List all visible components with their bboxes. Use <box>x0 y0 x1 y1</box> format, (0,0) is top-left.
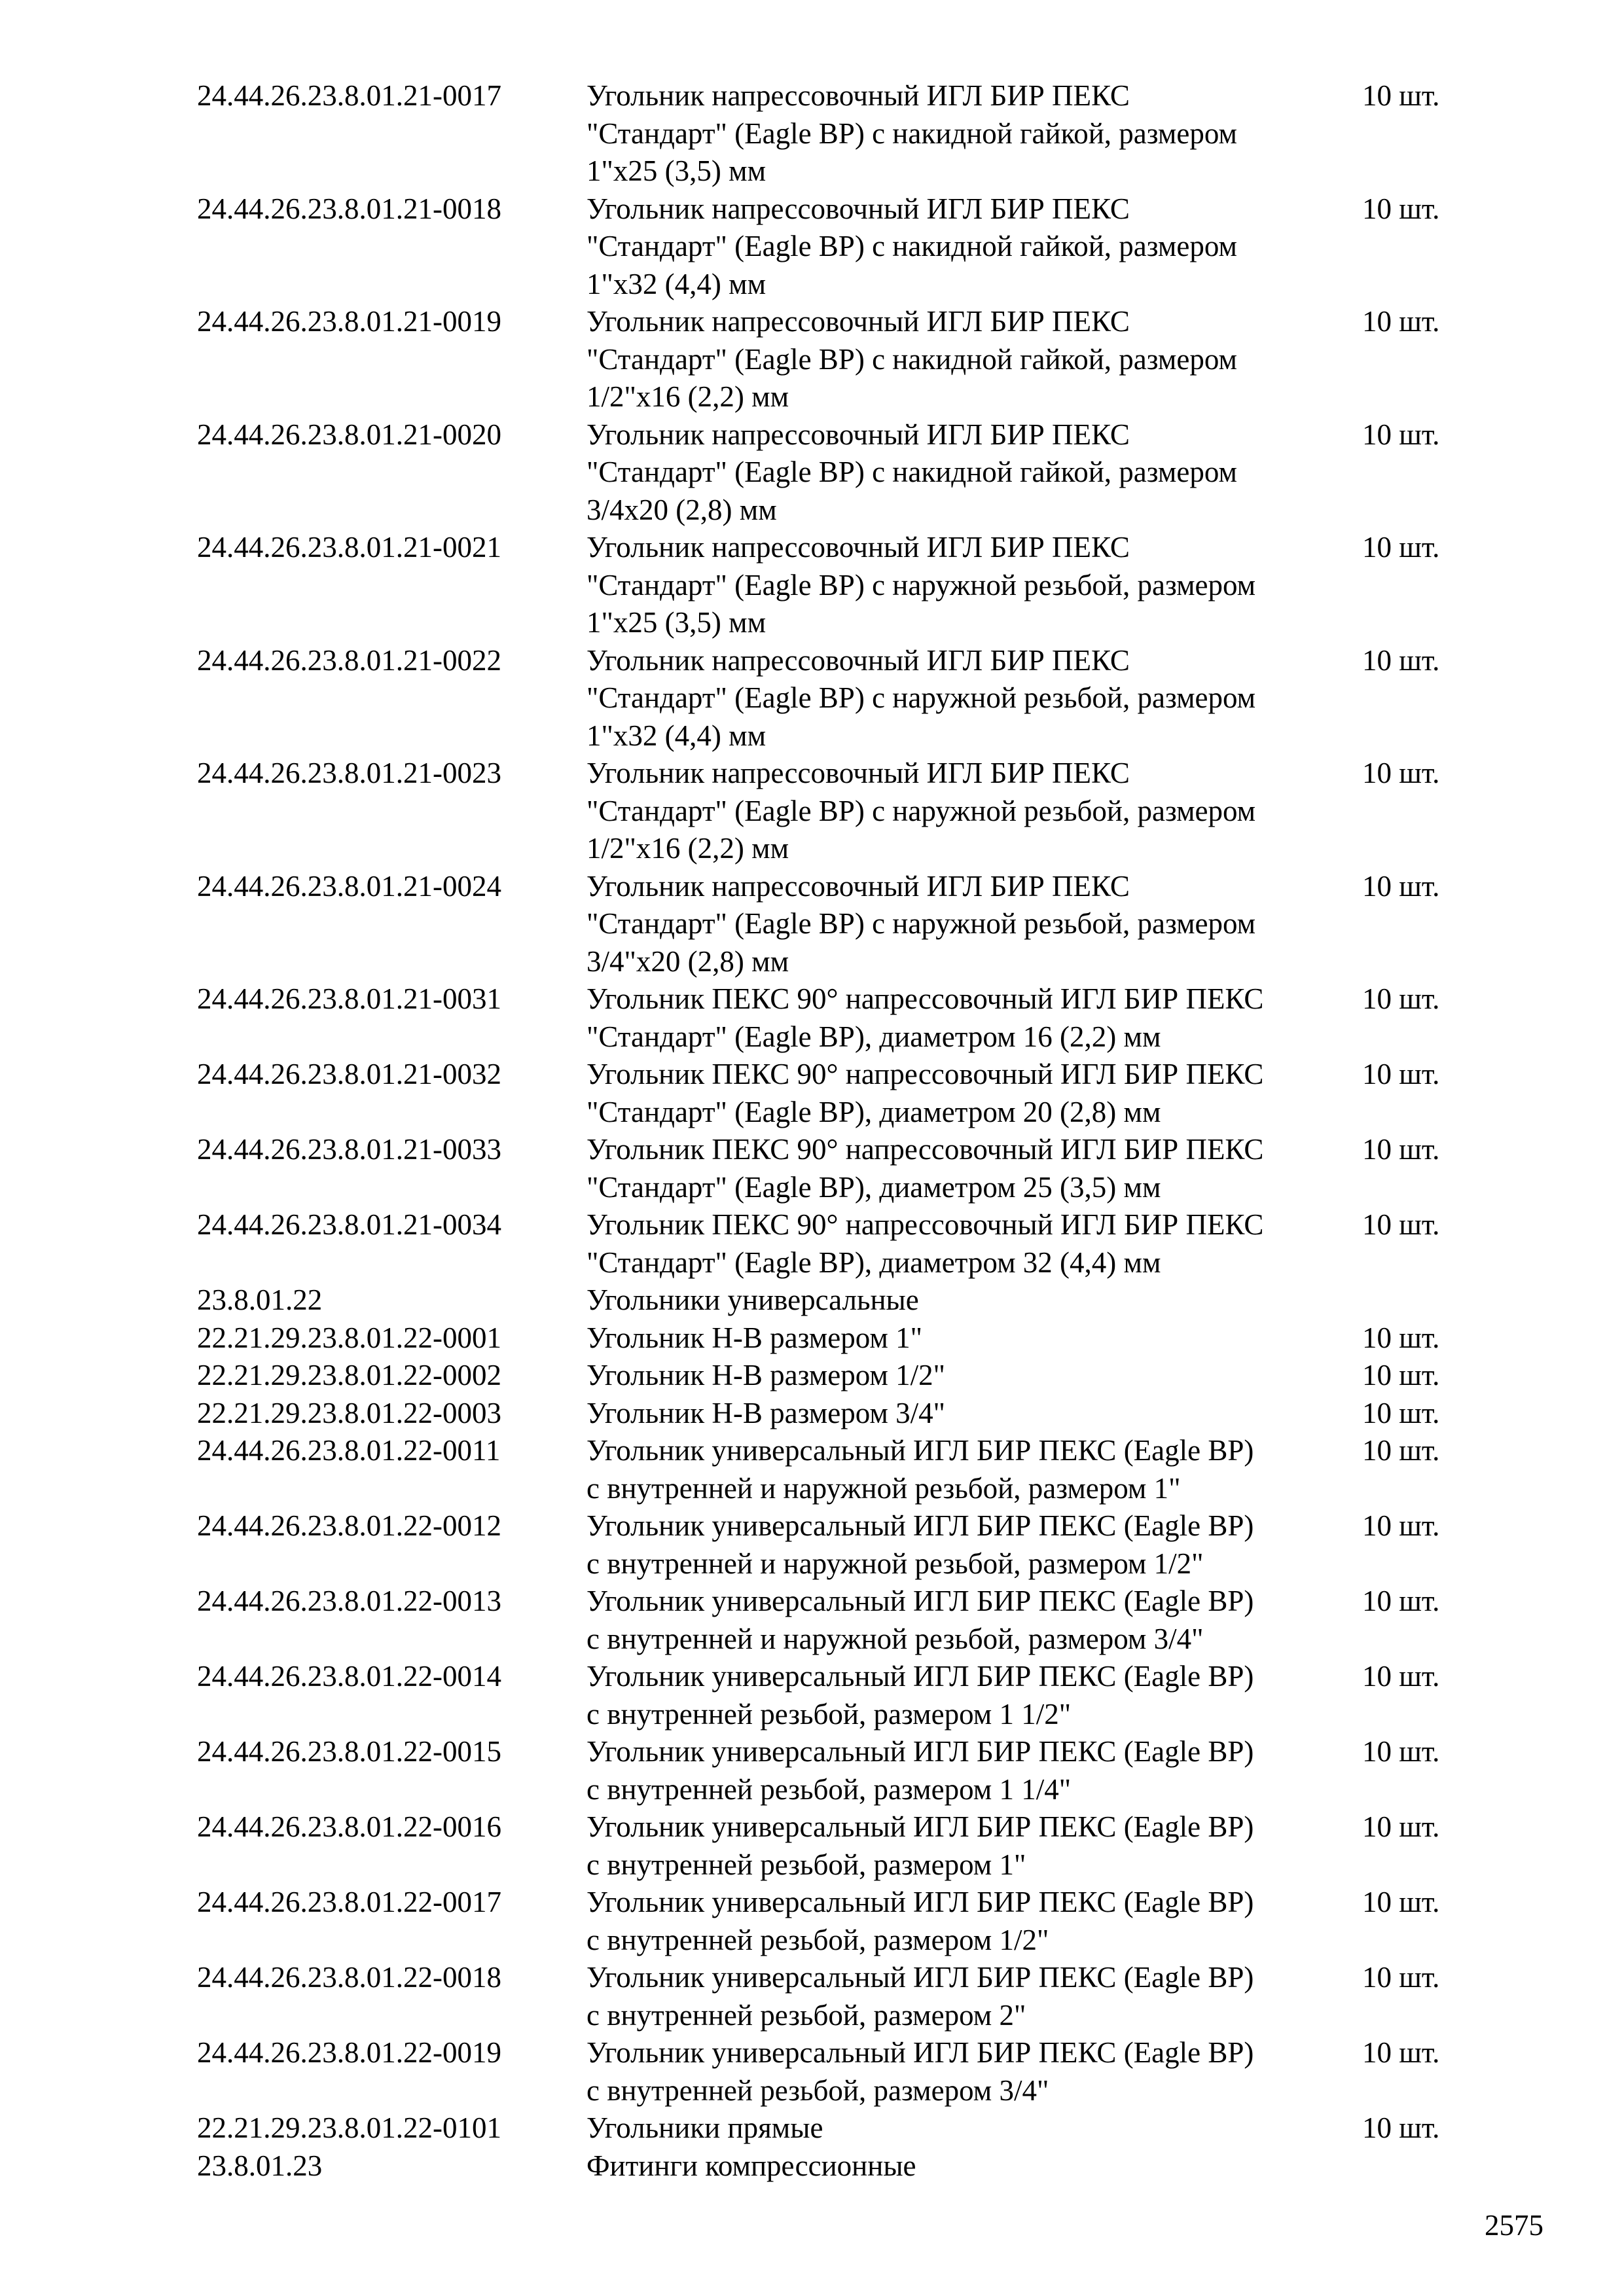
resource-code: 24.44.26.23.8.01.21-0034 <box>197 1208 501 1241</box>
table-row <box>197 1733 1506 1808</box>
table-row <box>197 529 1506 642</box>
resource-unit: 10 шт. <box>1362 418 1440 451</box>
resource-code: 24.44.26.23.8.01.21-0021 <box>197 531 501 564</box>
resource-name: Угольник напрессовочный ИГЛ БИР ПЕКС "Стандарт" (Eagle BP) с наружной резьбой, размером 1"х32 (4,4) мм <box>586 643 1256 752</box>
resource-unit: 10 шт. <box>1362 869 1440 903</box>
resource-code: 24.44.26.23.8.01.22-0013 <box>197 1585 501 1617</box>
table-row <box>197 1395 1506 1433</box>
resource-code: 24.44.26.23.8.01.22-0018 <box>197 1961 501 1994</box>
resource-name: Угольники универсальные <box>586 1283 919 1316</box>
table-row <box>197 1131 1506 1206</box>
resource-name: Угольник Н-В размером 1" <box>586 1321 922 1354</box>
resource-name: Угольник ПЕКС 90° напрессовочный ИГЛ БИР ПЕКС "Стандарт" (Eagle BP), диаметром 16 (2,2) мм <box>586 982 1264 1053</box>
table-row <box>197 303 1506 416</box>
resource-unit: 10 шт. <box>1362 1961 1440 1994</box>
resource-unit: 10 шт. <box>1362 79 1440 112</box>
table-row <box>197 1056 1506 1131</box>
resource-code: 24.44.26.23.8.01.21-0031 <box>197 982 501 1015</box>
table-row <box>197 2147 1506 2185</box>
resource-unit: 10 шт. <box>1362 531 1440 564</box>
table-row <box>197 2034 1506 2109</box>
table-row <box>197 1808 1506 1884</box>
table-row <box>197 1357 1506 1395</box>
resource-name: Угольник напрессовочный ИГЛ БИР ПЕКС "Стандарт" (Eagle BP) с накидной гайкой, размером 1"х32 (4,4) мм <box>586 192 1237 300</box>
page-number: 2575 <box>1485 2209 1543 2242</box>
resource-name: Угольник напрессовочный ИГЛ БИР ПЕКС "Стандарт" (Eagle BP) с наружной резьбой, размером 3/4"х20 (2,8) мм <box>586 869 1256 978</box>
resource-code: 24.44.26.23.8.01.22-0011 <box>197 1434 501 1467</box>
table-row <box>197 190 1506 304</box>
resource-unit: 10 шт. <box>1362 1133 1440 1166</box>
resource-code: 24.44.26.23.8.01.21-0033 <box>197 1133 501 1166</box>
resource-unit: 10 шт. <box>1362 1359 1440 1391</box>
resource-code: 22.21.29.23.8.01.22-0101 <box>197 2111 501 2144</box>
resource-name: Угольник напрессовочный ИГЛ БИР ПЕКС "Стандарт" (Eagle BP) с накидной гайкой, размером 1"х25 (3,5) мм <box>586 79 1237 187</box>
table-row <box>197 642 1506 755</box>
resource-unit: 10 шт. <box>1362 1434 1440 1467</box>
table-row <box>197 755 1506 868</box>
table-row <box>197 1282 1506 1319</box>
resource-unit: 10 шт. <box>1362 1810 1440 1843</box>
table-row <box>197 2109 1506 2147</box>
resource-name: Фитинги компрессионные <box>586 2149 916 2182</box>
resource-code: 23.8.01.22 <box>197 1283 323 1316</box>
resource-code: 24.44.26.23.8.01.21-0019 <box>197 305 501 338</box>
resource-code: 23.8.01.23 <box>197 2149 323 2182</box>
table-row <box>197 1206 1506 1282</box>
table-row <box>197 1583 1506 1658</box>
resource-name: Угольник универсальный ИГЛ БИР ПЕКС (Eagle BP) с внутренней резьбой, размером 1 1/4" <box>586 1735 1254 1806</box>
table-row <box>197 77 1506 190</box>
resource-name: Угольник напрессовочный ИГЛ БИР ПЕКС "Стандарт" (Eagle BP) с накидной гайкой, размером 1/2"х16 (2,2) мм <box>586 305 1237 413</box>
resource-name: Угольник ПЕКС 90° напрессовочный ИГЛ БИР ПЕКС "Стандарт" (Eagle BP), диаметром 25 (3,5) мм <box>586 1133 1264 1204</box>
resource-unit: 10 шт. <box>1362 1058 1440 1090</box>
resource-code: 24.44.26.23.8.01.22-0019 <box>197 2036 501 2069</box>
resource-unit: 10 шт. <box>1362 1208 1440 1241</box>
resource-code: 24.44.26.23.8.01.21-0020 <box>197 418 501 451</box>
resource-code: 24.44.26.23.8.01.22-0017 <box>197 1886 501 1918</box>
resource-unit: 10 шт. <box>1362 305 1440 338</box>
resource-code: 22.21.29.23.8.01.22-0002 <box>197 1359 501 1391</box>
resource-name: Угольник напрессовочный ИГЛ БИР ПЕКС "Стандарт" (Eagle BP) с наружной резьбой, размером 1"х25 (3,5) мм <box>586 531 1256 639</box>
resource-name: Угольник универсальный ИГЛ БИР ПЕКС (Eagle BP) с внутренней резьбой, размером 2" <box>586 1961 1254 2032</box>
resource-code: 24.44.26.23.8.01.22-0016 <box>197 1810 501 1843</box>
resource-name: Угольник Н-В размером 1/2" <box>586 1359 945 1391</box>
resource-name: Угольник универсальный ИГЛ БИР ПЕКС (Eagle BP) с внутренней и наружной резьбой, размером 1" <box>586 1434 1254 1505</box>
resource-code: 24.44.26.23.8.01.22-0015 <box>197 1735 501 1768</box>
resource-code: 22.21.29.23.8.01.22-0001 <box>197 1321 501 1354</box>
table-row <box>197 980 1506 1056</box>
resource-unit: 10 шт. <box>1362 192 1440 225</box>
resource-name: Угольник универсальный ИГЛ БИР ПЕКС (Eagle BP) с внутренней резьбой, размером 1 1/2" <box>586 1660 1254 1731</box>
resource-unit: 10 шт. <box>1362 643 1440 677</box>
resource-name: Угольник универсальный ИГЛ БИР ПЕКС (Eagle BP) с внутренней и наружной резьбой, размером 3/4" <box>586 1585 1254 1655</box>
resource-name: Угольник ПЕКС 90° напрессовочный ИГЛ БИР ПЕКС "Стандарт" (Eagle BP), диаметром 32 (4,4) мм <box>586 1208 1264 1279</box>
resource-unit: 10 шт. <box>1362 757 1440 789</box>
table-row <box>197 1432 1506 1507</box>
resource-code: 24.44.26.23.8.01.21-0032 <box>197 1058 501 1090</box>
table-row <box>197 1959 1506 2034</box>
resource-unit: 10 шт. <box>1362 1886 1440 1918</box>
resource-name: Угольник универсальный ИГЛ БИР ПЕКС (Eagle BP) с внутренней и наружной резьбой, размером 1/2" <box>586 1509 1254 1580</box>
resource-name: Угольник универсальный ИГЛ БИР ПЕКС (Eagle BP) с внутренней резьбой, размером 3/4" <box>586 2036 1254 2107</box>
resource-code: 24.44.26.23.8.01.21-0024 <box>197 869 501 903</box>
resource-code: 24.44.26.23.8.01.21-0022 <box>197 643 501 677</box>
resource-code: 24.44.26.23.8.01.21-0017 <box>197 79 501 112</box>
resource-unit: 10 шт. <box>1362 1660 1440 1693</box>
resource-code: 24.44.26.23.8.01.22-0012 <box>197 1509 501 1542</box>
table-row <box>197 1507 1506 1583</box>
resource-unit: 10 шт. <box>1362 1396 1440 1429</box>
resource-name: Угольники прямые <box>586 2111 823 2144</box>
resource-unit: 10 шт. <box>1362 982 1440 1015</box>
resource-name: Угольник напрессовочный ИГЛ БИР ПЕКС "Стандарт" (Eagle BP) с накидной гайкой, размером 3/4х20 (2,8) мм <box>586 418 1237 526</box>
table-row <box>197 1884 1506 1959</box>
resource-name: Угольник универсальный ИГЛ БИР ПЕКС (Eagle BP) с внутренней резьбой, размером 1/2" <box>586 1886 1254 1956</box>
resource-unit: 10 шт. <box>1362 2036 1440 2069</box>
table-row <box>197 1658 1506 1733</box>
resource-name: Угольник напрессовочный ИГЛ БИР ПЕКС "Стандарт" (Eagle BP) с наружной резьбой, размером 1/2"х16 (2,2) мм <box>586 757 1256 865</box>
resource-table <box>197 77 1506 2185</box>
resource-unit: 10 шт. <box>1362 1321 1440 1354</box>
table-row <box>197 416 1506 529</box>
resource-name: Угольник Н-В размером 3/4" <box>586 1396 945 1429</box>
resource-code: 24.44.26.23.8.01.22-0014 <box>197 1660 501 1693</box>
table-row <box>197 1319 1506 1357</box>
resource-unit: 10 шт. <box>1362 1735 1440 1768</box>
resource-code: 24.44.26.23.8.01.21-0023 <box>197 757 501 789</box>
resource-code: 22.21.29.23.8.01.22-0003 <box>197 1396 501 1429</box>
resource-unit: 10 шт. <box>1362 1509 1440 1542</box>
resource-name: Угольник универсальный ИГЛ БИР ПЕКС (Eagle BP) с внутренней резьбой, размером 1" <box>586 1810 1254 1881</box>
resource-unit: 10 шт. <box>1362 2111 1440 2144</box>
resource-name: Угольник ПЕКС 90° напрессовочный ИГЛ БИР ПЕКС "Стандарт" (Eagle BP), диаметром 20 (2,8) мм <box>586 1058 1264 1128</box>
resource-code: 24.44.26.23.8.01.21-0018 <box>197 192 501 225</box>
resource-unit: 10 шт. <box>1362 1585 1440 1617</box>
table-row <box>197 868 1506 981</box>
